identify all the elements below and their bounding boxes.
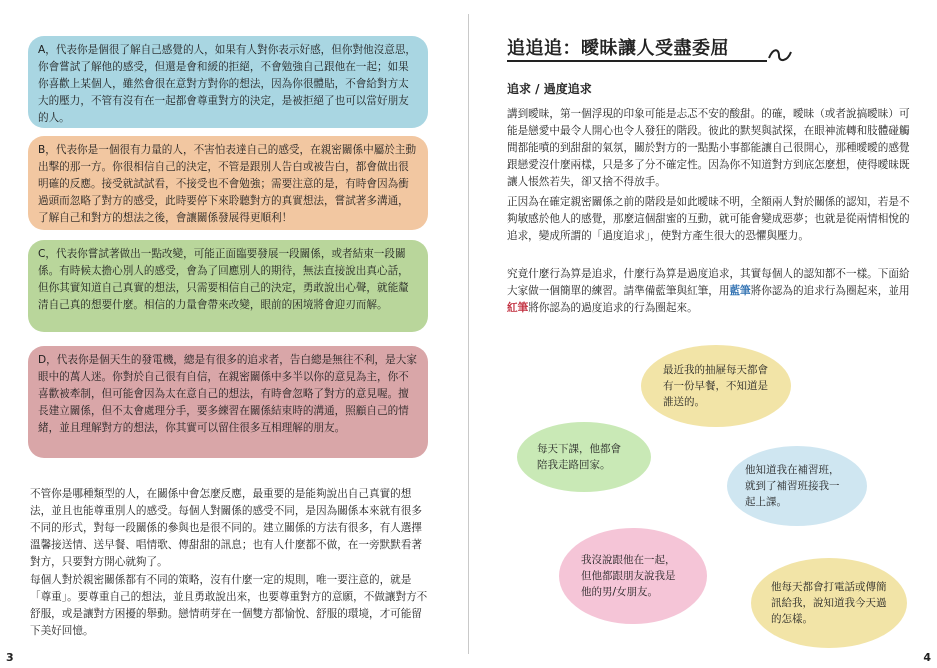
- intro-paragraph: 講到曖昧，第一個浮現的印象可能是忐忑不安的酸甜。的確，曖昧（或者說搞曖昧）可能是戀愛中最令人開心也令人發狂的階段。彼此的默契與試探，在眼神流轉和肢體碰觸間都能噴的到甜甜的氣氛，關於對方的一點點小事都能讓自己很開心，那種曖曖的感覺跟戀愛沒什麼兩樣，只是多了分不確定性。因為你不知道對方到底怎麼想，使得曖昧既讓人悵然若失，卻又捨不得放手。: [507, 108, 910, 188]
- title-underline: [507, 60, 767, 62]
- red-pen-label: 紅筆: [507, 302, 529, 314]
- context-paragraph: 正因為在確定親密關係之前的階段是如此曖昧不明，全額兩人對於關係的認知，若是不夠敏感於他人的感覺，那麼這個甜蜜的互動，就可能會變成惡夢；也就是從兩情相悅的追求，變成所謂的「過度追求」，使對方產生很大的恐懼與壓力。: [507, 196, 910, 242]
- squiggle-icon: [767, 44, 793, 64]
- scenario-cloud-breakfast[interactable]: 最近我的抽屜每天都會有一份早餐，不知道是誰送的。: [641, 345, 791, 427]
- option-b-box: B，代表你是一個很有力量的人，不害怕表達自己的感受，在親密關係中屬於主動出擊的那一方。你很相信自己的決定，不管是跟別人告白或被告白，都會做出很明確的反應。接受就試試看，不接受也不會勉強；需要注意的是，有時會因為衝過頭而忽略了對方的感受，此時要停下來聆聽對方的真實想法，嘗試著多溝通，了解自己和對方的想法之後，會讓關係發展得更順利！: [28, 136, 428, 230]
- option-d-box: D，代表你是個天生的發電機，總是有很多的追求者，告白總是無往不利，是大家眼中的萬人迷。你對於自己很有自信，在親密關係中多半以你的意見為主，你不喜歡被牽制，但可能會因為太在意自己的想法，有時會忽略了對方的意見喔。擅長建立關係，但不太會處理分手，要多練習在關係結束時的溝通，照顧自己的情緒，並且理解對方的想法，你其實可以留住很多互相理解的朋友。: [28, 346, 428, 458]
- scenario-cloud-claims-partner[interactable]: 我沒說跟他在一起，但他都跟朋友說我是他的男/女朋友。: [559, 528, 707, 624]
- instruction-text-b: 將你認為的追求行為圈起來，並用: [750, 285, 910, 297]
- summary-paragraph-2: 每個人對於親密關係都有不同的策略，沒有什麼一定的規則，唯一要注意的，就是「尊重」。要尊重自己的想法，並且勇敢說出來，也要尊重對方的意願，不做讓對方不舒服，或是讓對方困擾的舉動。戀情萌芽在一個雙方都愉悅、舒服的環境，才可能留下美好回憶。: [30, 574, 428, 637]
- scenario-cloud-walk-home[interactable]: 每天下課，他都會陪我走路回家。: [517, 422, 651, 492]
- left-page: [0, 0, 468, 668]
- instruction-text-c: 將你認為的過度追求的行為圈起來。: [528, 302, 698, 314]
- page-number-left: 3: [6, 651, 14, 664]
- right-page: [469, 0, 937, 668]
- scenario-cloud-cram-school[interactable]: 他知道我在補習班，就到了補習班接我一起上課。: [727, 446, 867, 526]
- instruction-text-a: 究竟什麼行為算是追求，什麼行為算是過度追求，其實每個人的認知都不一樣。下面給大家做一個簡單的練習。請準備藍筆與紅筆，用: [507, 268, 910, 297]
- page-number-right: 4: [923, 651, 931, 664]
- summary-paragraph-1: 不管你是哪種類型的人，在關係中會怎麼反應，最重要的是能夠說出自己真實的想法，並且也能尊重別人的感受。每個人對關係的感受不同，是因為關係本來就有很多不同的形式，對每一段關係的參與也是很不同的。建立關係的方法有很多，有人選擇溫馨接送情、送早餐、唱情歌、傳甜甜的訊息；也有人什麼都不做，在一旁默默看著對方，只要對方開心就夠了。: [30, 488, 422, 568]
- option-a-box: A，代表你是個很了解自己感覺的人，如果有人對你表示好感，但你對他沒意思，你會嘗試了解他的感受，但還是會和緩的拒絕，不會勉強自己跟他在一起；如果你喜歡上某個人，雖然會很在意對方對你的想法，因為你很體貼，不會給對方太大的壓力，不管有沒有在一起都會尊重對方的決定，是被拒絕了也可以當好朋友的人。: [28, 36, 428, 128]
- blue-pen-label: 藍筆: [729, 285, 751, 297]
- scenario-cloud-daily-calls[interactable]: 他每天都會打電話或傳簡訊給我，說知道我今天過的怎樣。: [751, 558, 907, 648]
- section-subtitle: 追求 / 過度追求: [507, 82, 592, 96]
- chapter-title: 追追追：曖昧讓人受盡委屈: [507, 38, 729, 59]
- exercise-instruction: [507, 266, 912, 317]
- option-c-box: C，代表你嘗試著做出一點改變，可能正面臨要發展一段關係，或者結束一段關係。有時候太擔心別人的感受，會為了回應別人的期待，無法直接說出真心話，但你其實知道自己真實的想法，只需要相信自己的決定，勇敢說出心聲，就能釐清自己真的想要什麼。相信的力量會帶來改變，眼前的困境將會迎刃而解。: [28, 240, 428, 332]
